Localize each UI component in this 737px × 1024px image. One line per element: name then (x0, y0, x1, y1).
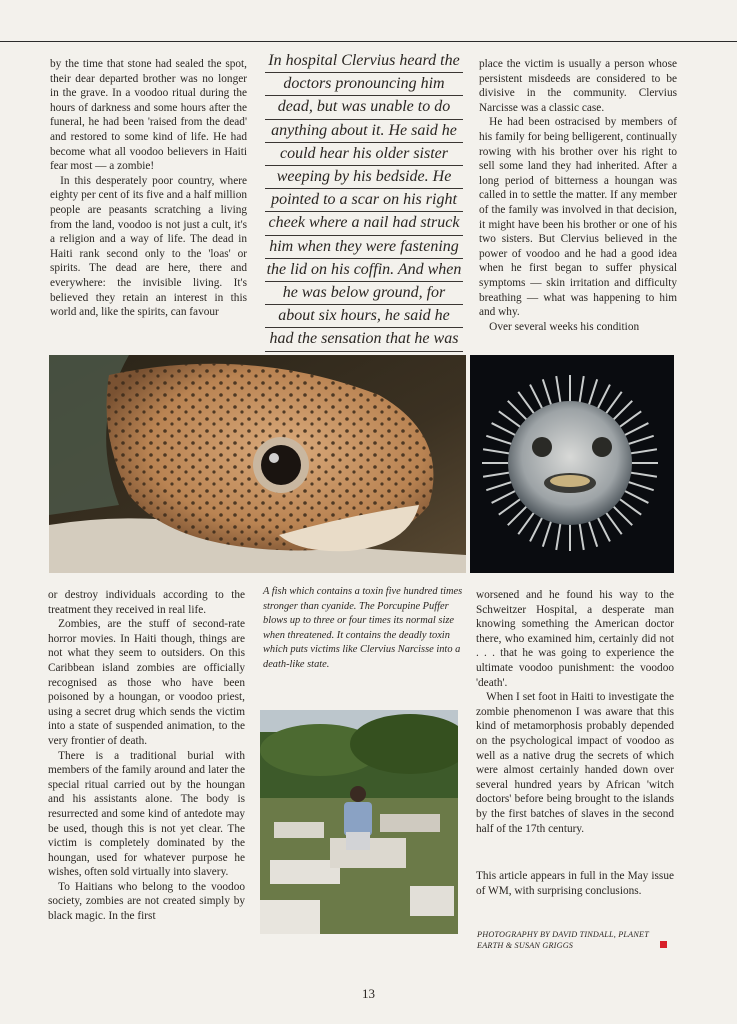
pull-quote-line: the lid on his coffin. And when (265, 259, 463, 282)
column-1-bottom (48, 588, 245, 924)
pull-quote-line: doctors pronouncing him (265, 73, 463, 96)
column-3-bottom (476, 588, 674, 836)
inflated-puffer-photo (470, 355, 674, 573)
note-text: This article appears in full in the May issue of WM, with surprising conclusions. (476, 870, 674, 897)
pull-quote-line: he was below ground, for (265, 282, 463, 305)
paragraph: There is a traditional burial with members of the family around and later the special ritual carried out by the houngan and his assistants alone. The body is resurrected and some kind of antedote may be used, though this is not yet clear. The victim is completely dominated by the houngan, used for whatever purpose he wishes, often sold virtually into slavery. (48, 749, 245, 879)
pull-quote-line: weeping by his bedside. He (265, 166, 463, 189)
paragraph: To Haitians who belong to the voodoo society, zombies are not created simply by black magic. In the first (48, 880, 245, 923)
paragraph: When I set foot in Haiti to investigate the zombie phenomenon I was aware that this kind of metamorphosis probably depended on the psychological impact of voodoo as well as a native drug the secrets of which were almost certainly handed down over several hundred years by African 'witch doctors' before being brought to the islands by the first batches of slaves in the second half of the 17th century. (476, 691, 674, 835)
pull-quote-line: could hear his older sister (265, 143, 463, 166)
pull-quote-line: had the sensation that he was (265, 328, 463, 351)
end-mark (660, 941, 667, 948)
column-1-top (50, 57, 247, 320)
photo-caption: A fish which contains a toxin five hundred times stronger than cyanide. The Porcupine Puffer blows up to three or four times its normal size when threatened. It contains the deadly toxin which puts victims like Clervius Narcisse into a death-like state. (263, 586, 463, 670)
pull-quote-line: about six hours, he said he (265, 305, 463, 328)
header-rule (0, 41, 737, 42)
graveyard-photo (260, 710, 458, 934)
pull-quote-line: pointed to a scar on his right (265, 189, 463, 212)
paragraph: by the time that stone had sealed the spot, their dear departed brother was no longer in the grave. In a voodoo ritual during the hours of darkness and some hours after the funeral, he had been 'raised from the dead' and restored to some kind of life. He had become what all voodoo believers in Haiti fear most — a zombie! (50, 58, 247, 173)
paragraph: He had been ostracised by members of his family for being belligerent, continually rowing with his brother over his right to sell some land they had inherited. After a long period of bitterness a houngan was called in to settle the matter. If any member of the family was involved in that decision, it might have been his brother or one of his two sisters. But Clervius believed in the power of voodoo and he had a good idea when he first began to suffer physical symptoms — skin irritation and difficulty breathing — what was happening to him and why. (479, 116, 677, 319)
pull-quote-line: him when they were fastening (265, 236, 463, 259)
paragraph: Over several weeks his condition (489, 320, 640, 333)
column-3-top (479, 57, 677, 334)
pull-quote-line: dead, but was unable to do (265, 96, 463, 119)
paragraph: In this desperately poor country, where eighty per cent of its five and a half million people are peasants scratching a living from the land, voodoo is not just a cult, it's a religion and a way of life. The dead in Haiti rank second only to the 'loas' or spirits. The dead are here, there and everywhere: the invisible living. It's believed they retain an interest in this world and, like the spirits, can favour (50, 174, 247, 319)
paragraph: place the victim is usually a person whose persistent misdeeds are considered to be divisive in the community. Clervius Narcisse was a classic case. (479, 58, 677, 114)
paragraph: worsened and he found his way to the Schweitzer Hospital, a desperate man knowing something the American doctor there, who examined him, certainly did not . . . that he was going to experience the ultimate voodoo punishment: the voodoo 'death'. (476, 589, 674, 689)
article-note (476, 869, 674, 898)
pull-quote-line: cheek where a nail had struck (265, 212, 463, 235)
paragraph: or destroy individuals according to the treatment they received in real life. (48, 589, 245, 616)
pull-quote-line: In hospital Clervius heard the (265, 50, 463, 73)
page-number: 13 (362, 986, 375, 1001)
pufferfish-closeup-photo (49, 355, 466, 573)
photo-credit: PHOTOGRAPHY BY DAVID TINDALL, PLANET EARTH & SUSAN GRIGGS (477, 930, 649, 950)
paragraph: Zombies, are the stuff of second-rate horror movies. In Haiti though, things are not what they seem to outsiders. On this Caribbean island zombies are officially recognised as those who have been poisoned by a houngan, or voodoo priest, using a secret drug which sends the victim into a state of suspended animation, to the very frontier of death. (48, 618, 245, 747)
pull-quote (265, 50, 463, 375)
pull-quote-line: anything about it. He said he (265, 120, 463, 143)
